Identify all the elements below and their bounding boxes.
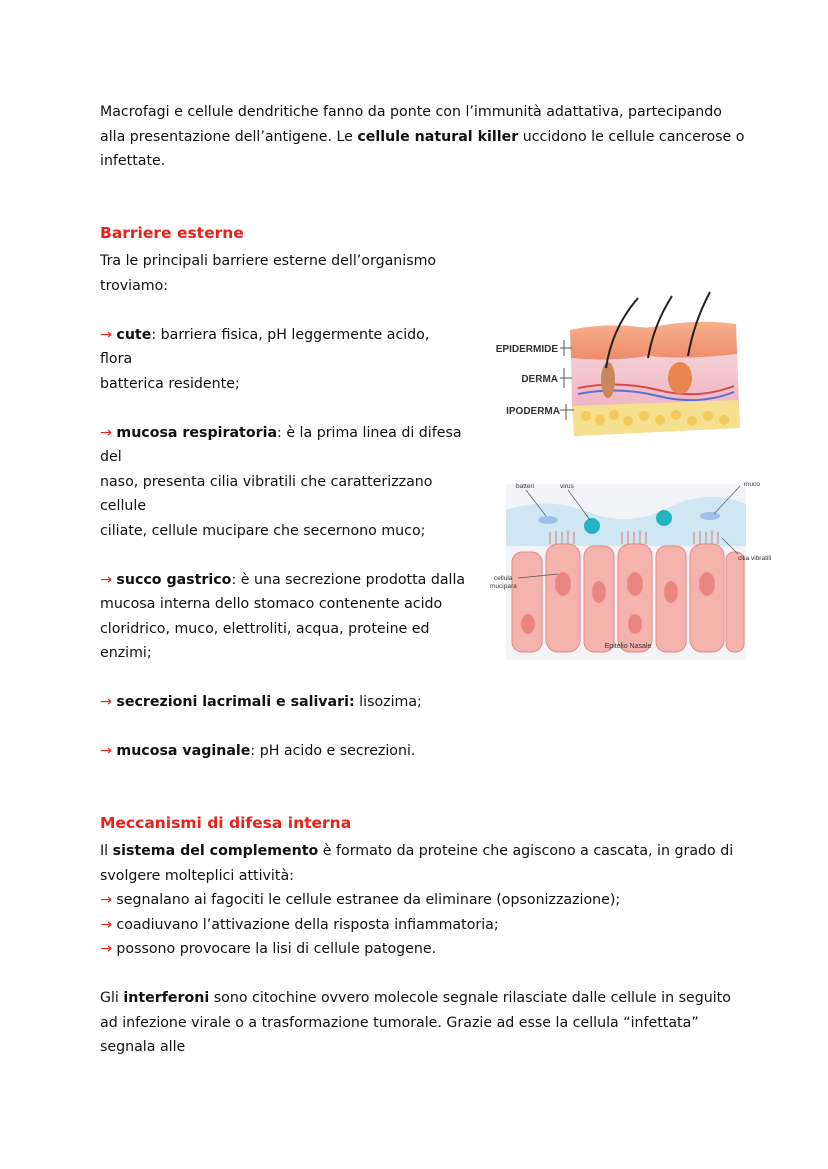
skin-layers-figure xyxy=(488,288,750,446)
item-respiratoria-line: del xyxy=(100,449,122,465)
label-cilia-vibratili: cilia vibratili xyxy=(738,555,772,562)
bullet-item: → possono provocare la lisi di cellule patogene. xyxy=(100,941,437,957)
item-mucosa-respiratoria: → mucosa respiratoria: è la prima linea di difesa xyxy=(100,424,462,441)
item-succo-gastrico: → succo gastrico: è una secrezione prodotta dalla xyxy=(100,571,466,588)
bacterium xyxy=(538,516,558,524)
arrow-icon: → xyxy=(100,892,112,908)
item-gastrico-line: enzimi; xyxy=(100,645,152,661)
bullet-item: → coadiuvano l’attivazione della risposta infiammatoria; xyxy=(100,916,499,933)
item-gastrico-line: mucosa interna dello stomaco contenente acido xyxy=(100,596,443,612)
heading-barriere-esterne: Barriere esterne xyxy=(100,224,244,242)
hair-follicle xyxy=(601,362,615,398)
label-mucipara: mucipara xyxy=(490,583,517,590)
bullet-item: → segnalano ai fagociti le cellule estranee da eliminare (opsonizzazione); xyxy=(100,892,621,908)
epithelial-cells xyxy=(512,544,744,652)
label-batteri: batteri xyxy=(516,483,535,490)
arrow-icon: → xyxy=(100,743,112,759)
label-derma: DERMA xyxy=(521,374,558,385)
bacterium xyxy=(700,512,720,520)
complemento-line-1: Il sistema del complemento è formato da proteine che agiscono a cascata, in grado di xyxy=(100,843,734,859)
item-cute: → cute: barriera fisica, pH leggermente acido, xyxy=(100,326,430,343)
epidermis-layer xyxy=(570,322,737,360)
label-epidermide: EPIDERMIDE xyxy=(495,344,558,355)
barriere-intro-1: Tra le principali barriere esterne dell’organismo xyxy=(100,253,437,269)
term-natural-killer: cellule natural killer xyxy=(357,128,519,145)
arrow-icon: → xyxy=(100,571,112,588)
item-gastrico-line: cloridrico, muco, elettroliti, acqua, proteine ed xyxy=(100,620,430,637)
heading-meccanismi: Meccanismi di difesa interna xyxy=(100,814,352,832)
arrow-icon: → xyxy=(100,424,112,441)
interferoni-line-1: Gli interferoni sono citochine ovvero molecole segnale rilasciate dalle cellule in seguito xyxy=(100,990,731,1006)
item-respiratoria-line: ciliate, cellule mucipare che secernono muco; xyxy=(100,522,426,539)
intro-line-3: infettate. xyxy=(100,153,166,169)
item-respiratoria-line: naso, presenta cilia vibratili che caratterizzano xyxy=(100,473,433,490)
item-cute-line: flora xyxy=(100,351,133,367)
interferoni-line-3: segnala alle xyxy=(100,1039,186,1055)
complemento-line-2: svolgere molteplici attività: xyxy=(100,867,294,884)
arrow-icon: → xyxy=(100,941,112,957)
item-secrezioni: → secrezioni lacrimali e salivari: lisozima; xyxy=(100,694,422,710)
item-mucosa-vaginale: → mucosa vaginale: pH acido e secrezioni. xyxy=(100,743,416,759)
arrow-icon: → xyxy=(100,326,112,343)
arrow-icon: → xyxy=(100,916,112,933)
label-ipoderma: IPODERMA xyxy=(506,406,560,417)
item-respiratoria-line: cellule xyxy=(100,498,147,514)
intro-line-2: alla presentazione dell’antigene. Le cellule natural killer uccidono le cellule cancerose o xyxy=(100,128,745,145)
barriere-intro-2: troviamo: xyxy=(100,277,169,294)
item-cute-line: batterica residente; xyxy=(100,375,240,392)
intro-line-1: Macrofagi e cellule dendritiche fanno da ponte con l’immunità adattativa, partecipando xyxy=(100,104,722,120)
nasal-epithelium-figure xyxy=(488,474,780,664)
label-virus: virus xyxy=(560,483,574,490)
label-epitelio-nasale: Epitelio Nasale xyxy=(604,643,652,650)
label-muco: muco xyxy=(744,481,760,488)
sweat-gland xyxy=(668,362,692,394)
label-cellula: cellula xyxy=(494,575,513,582)
interferoni-line-2: ad infezione virale o a trasformazione tumorale. Grazie ad esse la cellula “infettata” xyxy=(100,1014,699,1031)
arrow-icon: → xyxy=(100,694,112,710)
